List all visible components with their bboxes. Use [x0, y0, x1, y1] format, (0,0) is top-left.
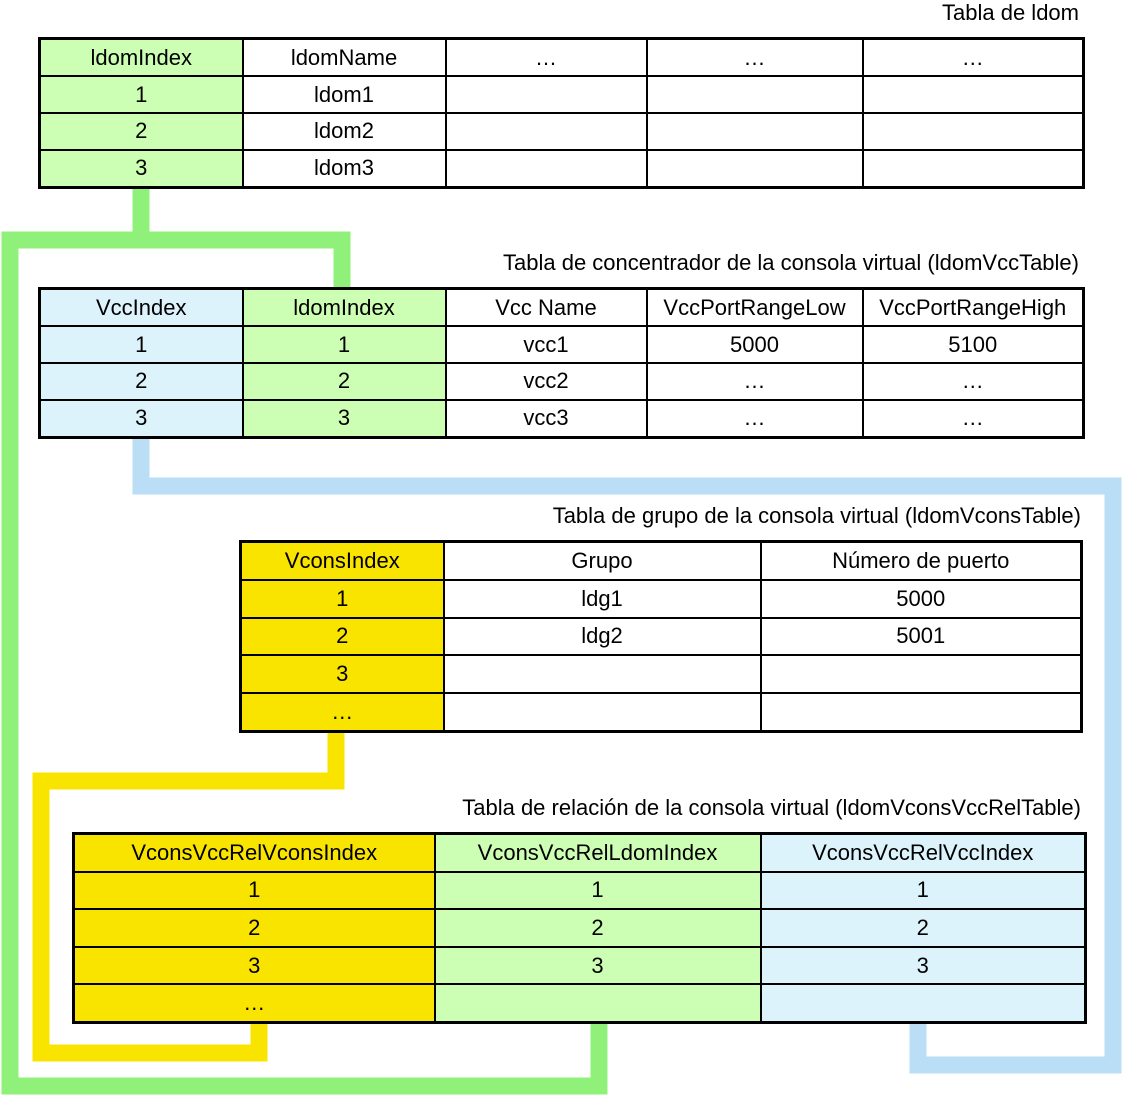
table-cell: …	[863, 363, 1084, 400]
table-cell: ldg2	[444, 618, 761, 656]
table-row	[40, 150, 1084, 188]
table-row	[40, 363, 1084, 400]
table-header-row	[40, 289, 1084, 327]
rel-table-caption: Tabla de relación de la consola virtual (ldomVconsVccRelTable)	[462, 795, 1081, 820]
ldom-table	[38, 37, 1085, 189]
table-cell: 1	[40, 76, 243, 113]
table-row	[74, 872, 1086, 910]
table-row	[241, 580, 1082, 618]
column-header: VconsVccRelLdomIndex	[435, 834, 761, 872]
table-cell: 1	[40, 326, 243, 363]
column-header: Número de puerto	[761, 542, 1082, 580]
table-cell: 2	[435, 909, 761, 947]
column-header: VconsVccRelVconsIndex	[74, 834, 435, 872]
table-cell: 5000	[761, 580, 1082, 618]
table-row	[74, 984, 1086, 1022]
vcc-table-caption: Tabla de concentrador de la consola virtual (ldomVccTable)	[503, 250, 1079, 275]
vcc-table	[38, 287, 1085, 439]
table-cell	[647, 113, 863, 150]
table-cell: 3	[40, 150, 243, 188]
table-cell: …	[647, 400, 863, 438]
table-cell: 1	[435, 872, 761, 910]
table-cell: 1	[241, 580, 444, 618]
table-cell	[863, 76, 1084, 113]
table-row	[40, 76, 1084, 113]
column-header: …	[863, 39, 1084, 77]
table-row	[241, 655, 1082, 693]
column-header: ldomName	[243, 39, 446, 77]
column-header: ldomIndex	[243, 289, 446, 327]
table-row	[241, 693, 1082, 731]
table-cell	[444, 655, 761, 693]
column-header: VconsVccRelVccIndex	[761, 834, 1086, 872]
table-cell	[863, 150, 1084, 188]
table-cell: 3	[74, 947, 435, 985]
table-cell: 3	[761, 947, 1086, 985]
table-cell: …	[647, 363, 863, 400]
table-cell: 1	[243, 326, 446, 363]
table-cell	[446, 113, 647, 150]
table-header-row	[241, 542, 1082, 580]
table-cell: vcc1	[446, 326, 647, 363]
column-header: VccPortRangeLow	[647, 289, 863, 327]
column-header: …	[647, 39, 863, 77]
column-header: …	[446, 39, 647, 77]
table-row	[40, 400, 1084, 438]
table-cell: …	[74, 984, 435, 1022]
table-cell	[444, 693, 761, 731]
table-header-row	[40, 39, 1084, 77]
table-cell: 3	[40, 400, 243, 438]
table-cell: 3	[241, 655, 444, 693]
table-header-row	[74, 834, 1086, 872]
table-cell	[761, 984, 1086, 1022]
column-header: ldomIndex	[40, 39, 243, 77]
table-cell: 2	[243, 363, 446, 400]
vcons-table-caption: Tabla de grupo de la consola virtual (ldomVconsTable)	[552, 503, 1081, 528]
table-cell	[761, 693, 1082, 731]
column-header: Grupo	[444, 542, 761, 580]
table-cell: vcc3	[446, 400, 647, 438]
table-cell: ldg1	[444, 580, 761, 618]
table-cell	[446, 76, 647, 113]
table-row	[40, 326, 1084, 363]
table-cell: 5100	[863, 326, 1084, 363]
table-cell: 5000	[647, 326, 863, 363]
table-cell	[647, 76, 863, 113]
table-cell	[435, 984, 761, 1022]
table-cell: 3	[243, 400, 446, 438]
table-cell	[863, 113, 1084, 150]
table-cell: 1	[74, 872, 435, 910]
table-cell	[446, 150, 647, 188]
table-cell: 1	[761, 872, 1086, 910]
table-cell: …	[863, 400, 1084, 438]
table-cell: 2	[241, 618, 444, 656]
table-cell: 2	[761, 909, 1086, 947]
table-cell: 3	[435, 947, 761, 985]
table-cell: vcc2	[446, 363, 647, 400]
vcons-table	[239, 540, 1083, 733]
column-header: VccIndex	[40, 289, 243, 327]
table-row	[40, 113, 1084, 150]
rel-table	[72, 832, 1087, 1024]
table-cell: 2	[40, 363, 243, 400]
table-cell: 2	[40, 113, 243, 150]
ldom-table-caption: Tabla de ldom	[942, 0, 1079, 25]
table-row	[74, 909, 1086, 947]
table-cell	[761, 655, 1082, 693]
table-cell: ldom2	[243, 113, 446, 150]
table-cell: …	[241, 693, 444, 731]
table-cell: 5001	[761, 618, 1082, 656]
table-cell: 2	[74, 909, 435, 947]
table-row	[241, 618, 1082, 656]
table-row	[74, 947, 1086, 985]
ldom-index-to-vcc-link-green	[141, 240, 342, 288]
column-header: Vcc Name	[446, 289, 647, 327]
table-cell: ldom1	[243, 76, 446, 113]
column-header: VccPortRangeHigh	[863, 289, 1084, 327]
column-header: VconsIndex	[241, 542, 444, 580]
table-cell: ldom3	[243, 150, 446, 188]
table-cell	[647, 150, 863, 188]
